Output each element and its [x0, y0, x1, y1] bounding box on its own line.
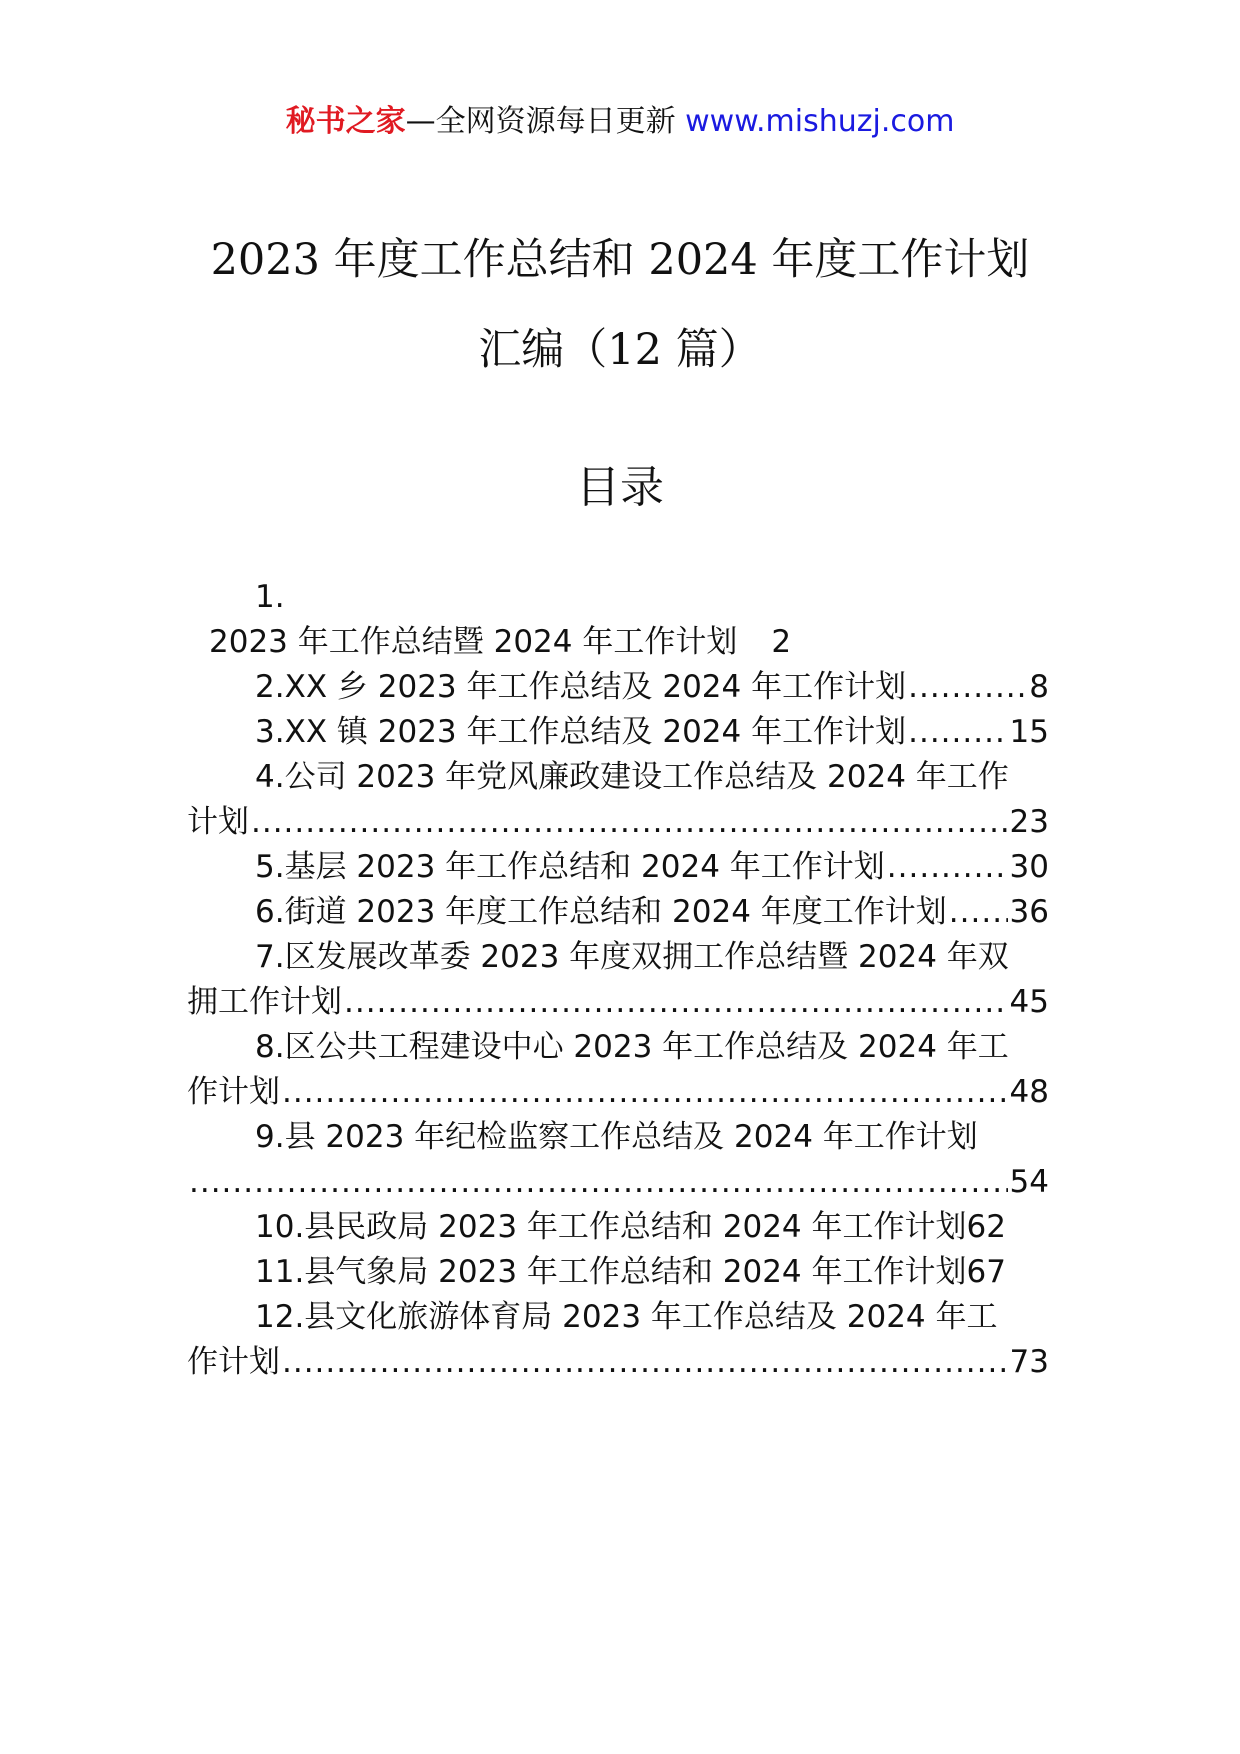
- toc-leader-dots: [887, 845, 1008, 890]
- toc-entry-12-line-2[interactable]: [187, 1340, 1049, 1385]
- toc-leader-dots: [908, 665, 1027, 710]
- brand-name: 秘书之家: [285, 104, 406, 139]
- toc-leader-dots: [344, 980, 1008, 1025]
- toc-entry-page: 67: [966, 1254, 1006, 1290]
- toc-entry-text: 7.区发展改革委 2023 年度双拥工作总结暨 2024 年双: [255, 939, 1009, 975]
- toc-entry-1-number[interactable]: [187, 575, 1049, 620]
- toc-heading: 目录: [576, 462, 664, 513]
- toc-entry-9-line-2[interactable]: [187, 1160, 1049, 1205]
- toc-entry-page: 36: [1009, 894, 1049, 930]
- toc-entry-7-line-2[interactable]: [187, 980, 1049, 1025]
- toc-entry-6[interactable]: [187, 890, 1049, 935]
- toc-leader-dots: [908, 710, 1007, 755]
- toc-leader-dots: [949, 890, 1008, 935]
- toc-leader-dots: [251, 800, 1008, 845]
- toc-entry-text: 6.街道 2023 年度工作总结和 2024 年度工作计划: [255, 894, 947, 930]
- toc-entry-page: 8: [1029, 669, 1049, 705]
- toc-entry-4-line-1[interactable]: [187, 755, 1049, 800]
- website-link[interactable]: www.mishuzj.com: [685, 104, 955, 139]
- toc-entry-4-line-2[interactable]: [187, 800, 1049, 845]
- toc-entry-text-continued: 拥工作计划: [187, 984, 342, 1020]
- toc-entry-page: 62: [966, 1209, 1006, 1245]
- toc-entry-text: 11.县气象局 2023 年工作总结和 2024 年工作计划: [255, 1254, 967, 1290]
- toc-entry-1[interactable]: [187, 620, 1049, 665]
- toc-entry-text: 9.县 2023 年纪检监察工作总结及 2024 年工作计划: [255, 1119, 978, 1155]
- toc-entry-text: 12.县文化旅游体育局 2023 年工作总结及 2024 年工: [255, 1299, 998, 1335]
- document-title-line-1: 2023 年度工作总结和 2024 年度工作计划: [210, 235, 1030, 285]
- toc-entry-text: 5.基层 2023 年工作总结和 2024 年工作计划: [255, 849, 885, 885]
- toc-entry-text: 2.XX 乡 2023 年工作总结及 2024 年工作计划: [255, 669, 907, 705]
- toc-entry-text: 3.XX 镇 2023 年工作总结及 2024 年工作计划: [255, 714, 907, 750]
- toc-entry-2[interactable]: [187, 665, 1049, 710]
- toc-entry-7-line-1[interactable]: [187, 935, 1049, 980]
- table-of-contents: [187, 575, 1049, 1385]
- toc-entry-11[interactable]: [187, 1250, 1049, 1295]
- toc-entry-text: 10.县民政局 2023 年工作总结和 2024 年工作计划: [255, 1209, 967, 1245]
- site-banner: [0, 102, 1240, 142]
- toc-entry-page: 45: [1009, 984, 1049, 1020]
- toc-entry-page: 15: [1009, 714, 1049, 750]
- toc-entry-text-continued: 计划: [187, 804, 249, 840]
- toc-entry-8-line-1[interactable]: [187, 1025, 1049, 1070]
- toc-leader-dots: [282, 1340, 1008, 1385]
- toc-entry-number: 1.: [255, 579, 285, 615]
- toc-entry-page: 48: [1009, 1074, 1049, 1110]
- toc-entry-12-line-1[interactable]: [187, 1295, 1049, 1340]
- toc-entry-text-continued: 作计划: [187, 1344, 280, 1380]
- toc-entry-text: 8.区公共工程建设中心 2023 年工作总结及 2024 年工: [255, 1029, 1009, 1065]
- toc-entry-8-line-2[interactable]: [187, 1070, 1049, 1115]
- toc-leader-dots: [189, 1160, 1008, 1205]
- toc-entry-page: 73: [1009, 1344, 1049, 1380]
- toc-leader-dots: [282, 1070, 1008, 1115]
- toc-entry-page: 23: [1009, 804, 1049, 840]
- toc-entry-3[interactable]: [187, 710, 1049, 755]
- toc-entry-page: 30: [1009, 849, 1049, 885]
- toc-entry-page: 2: [771, 624, 792, 660]
- banner-slogan: —全网资源每日更新: [405, 104, 676, 139]
- toc-entry-5[interactable]: [187, 845, 1049, 890]
- toc-entry-text-continued: 作计划: [187, 1074, 280, 1110]
- toc-entry-9-line-1[interactable]: [187, 1115, 1049, 1160]
- toc-entry-10[interactable]: [187, 1205, 1049, 1250]
- toc-entry-page: 54: [1009, 1164, 1049, 1200]
- toc-entry-text: 2023 年工作总结暨 2024 年工作计划: [209, 624, 738, 660]
- toc-entry-text: 4.公司 2023 年党风廉政建设工作总结及 2024 年工作: [255, 759, 1009, 795]
- document-title-line-2: 汇编（12 篇）: [478, 325, 762, 375]
